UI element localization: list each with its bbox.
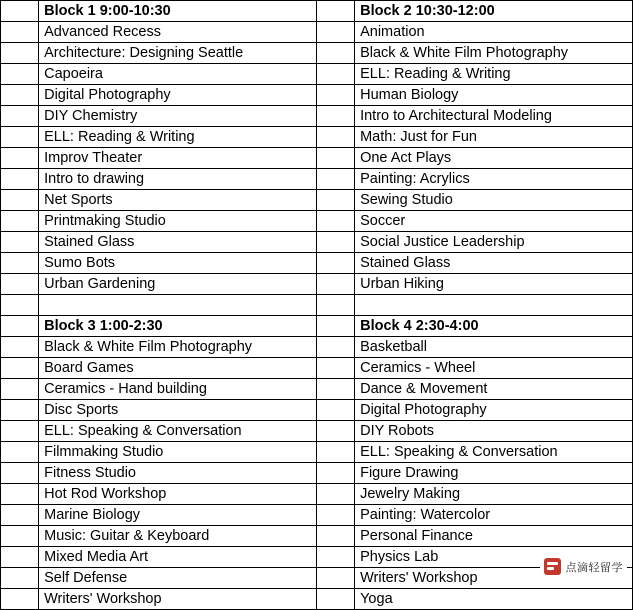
- row-gutter-left: [1, 169, 39, 190]
- row-gutter-middle: [316, 190, 354, 211]
- block-2-course: Soccer: [355, 211, 633, 232]
- row-gutter-middle: [316, 274, 354, 295]
- row-gutter-middle: [316, 106, 354, 127]
- watermark-label: 点滴轻留学: [565, 561, 623, 574]
- row-gutter-middle: [316, 169, 354, 190]
- block-4-course: Dance & Movement: [355, 379, 633, 400]
- row-gutter-middle: [316, 337, 354, 358]
- block-3-course: Writers' Workshop: [39, 589, 317, 610]
- row-gutter-middle: [316, 421, 354, 442]
- row-gutter-left: [1, 421, 39, 442]
- block-4-course: Ceramics - Wheel: [355, 358, 633, 379]
- block-1-course: Advanced Recess: [39, 22, 317, 43]
- table-row: [1, 106, 633, 127]
- row-gutter-left: [1, 337, 39, 358]
- block-1-course: Improv Theater: [39, 148, 317, 169]
- row-gutter-middle: [316, 127, 354, 148]
- table-row: [1, 442, 633, 463]
- row-gutter-middle: [316, 85, 354, 106]
- row-gutter-middle: [316, 295, 354, 316]
- block-2-course: One Act Plays: [355, 148, 633, 169]
- block-2-course: Intro to Architectural Modeling: [355, 106, 633, 127]
- block-3-course: Filmmaking Studio: [39, 442, 317, 463]
- table-row: [1, 358, 633, 379]
- row-gutter-middle: [316, 463, 354, 484]
- row-gutter-middle: [316, 358, 354, 379]
- block-2-course: Math: Just for Fun: [355, 127, 633, 148]
- row-gutter-middle: [316, 547, 354, 568]
- table-row-separator: [1, 295, 633, 316]
- row-gutter-left: [1, 106, 39, 127]
- table-row: [1, 148, 633, 169]
- block-2-course: Sewing Studio: [355, 190, 633, 211]
- row-gutter-left: [1, 295, 39, 316]
- table-row: [1, 190, 633, 211]
- table-row: [1, 169, 633, 190]
- table-row: [1, 43, 633, 64]
- block-1-course: Printmaking Studio: [39, 211, 317, 232]
- row-gutter-left: [1, 463, 39, 484]
- separator-cell: [355, 295, 633, 316]
- row-gutter-middle: [316, 379, 354, 400]
- row-gutter-left: [1, 253, 39, 274]
- table-row: [1, 337, 633, 358]
- table-row: [1, 526, 633, 547]
- row-gutter-middle: [316, 484, 354, 505]
- block-1-course: Capoeira: [39, 64, 317, 85]
- table-row: [1, 505, 633, 526]
- row-gutter-left: [1, 127, 39, 148]
- block-4-course: Writers' Workshop: [355, 568, 633, 589]
- table-row: [1, 589, 633, 610]
- block-4-course: Yoga: [355, 589, 633, 610]
- row-gutter-middle: [316, 148, 354, 169]
- table-row: [1, 253, 633, 274]
- table-row: [1, 1, 633, 22]
- row-gutter-left: [1, 85, 39, 106]
- row-gutter-middle: [316, 568, 354, 589]
- table-row: [1, 400, 633, 421]
- block-1-course: Intro to drawing: [39, 169, 317, 190]
- row-gutter-left: [1, 64, 39, 85]
- table-row: [1, 421, 633, 442]
- block-1-course: Digital Photography: [39, 85, 317, 106]
- block-4-course: ELL: Speaking & Conversation: [355, 442, 633, 463]
- row-gutter-middle: [316, 43, 354, 64]
- block-2-course: Stained Glass: [355, 253, 633, 274]
- table-row: [1, 463, 633, 484]
- row-gutter-middle: [316, 316, 354, 337]
- block-2-title: Block 2 10:30-12:00: [355, 1, 633, 22]
- block-3-course: Marine Biology: [39, 505, 317, 526]
- block-4-course: Figure Drawing: [355, 463, 633, 484]
- row-gutter-left: [1, 400, 39, 421]
- block-3-course: Board Games: [39, 358, 317, 379]
- row-gutter-left: [1, 274, 39, 295]
- block-3-course: Black & White Film Photography: [39, 337, 317, 358]
- table-row: [1, 547, 633, 568]
- row-gutter-left: [1, 232, 39, 253]
- table-row: [1, 211, 633, 232]
- block-3-course: Self Defense: [39, 568, 317, 589]
- table-row: [1, 232, 633, 253]
- row-gutter-left: [1, 505, 39, 526]
- table-row: [1, 274, 633, 295]
- block-2-course: ELL: Reading & Writing: [355, 64, 633, 85]
- row-gutter-left: [1, 211, 39, 232]
- table-row: [1, 316, 633, 337]
- block-4-course: Digital Photography: [355, 400, 633, 421]
- row-gutter-middle: [316, 253, 354, 274]
- table-row: [1, 85, 633, 106]
- block-4-course: Personal Finance: [355, 526, 633, 547]
- row-gutter-middle: [316, 211, 354, 232]
- row-gutter-middle: [316, 22, 354, 43]
- row-gutter-left: [1, 526, 39, 547]
- block-2-course: Animation: [355, 22, 633, 43]
- block-1-course: Architecture: Designing Seattle: [39, 43, 317, 64]
- block-3-course: Hot Rod Workshop: [39, 484, 317, 505]
- block-4-course: Basketball: [355, 337, 633, 358]
- block-1-course: DIY Chemistry: [39, 106, 317, 127]
- block-4-title: Block 4 2:30-4:00: [355, 316, 633, 337]
- row-gutter-middle: [316, 1, 354, 22]
- block-2-course: Urban Hiking: [355, 274, 633, 295]
- separator-cell: [39, 295, 317, 316]
- block-2-course: Human Biology: [355, 85, 633, 106]
- block-3-course: Fitness Studio: [39, 463, 317, 484]
- table-row: [1, 568, 633, 589]
- block-1-course: Stained Glass: [39, 232, 317, 253]
- block-1-title: Block 1 9:00-10:30: [39, 1, 317, 22]
- block-3-course: Mixed Media Art: [39, 547, 317, 568]
- block-3-title: Block 3 1:00-2:30: [39, 316, 317, 337]
- watermark: [540, 556, 628, 577]
- table-row: [1, 64, 633, 85]
- block-4-course: Jewelry Making: [355, 484, 633, 505]
- row-gutter-middle: [316, 505, 354, 526]
- watermark-logo-icon: [544, 558, 561, 575]
- row-gutter-left: [1, 358, 39, 379]
- row-gutter-left: [1, 589, 39, 610]
- block-3-course: ELL: Speaking & Conversation: [39, 421, 317, 442]
- row-gutter-left: [1, 547, 39, 568]
- block-1-course: Urban Gardening: [39, 274, 317, 295]
- block-3-course: Ceramics - Hand building: [39, 379, 317, 400]
- row-gutter-middle: [316, 400, 354, 421]
- table-row: [1, 22, 633, 43]
- row-gutter-left: [1, 22, 39, 43]
- block-2-course: Black & White Film Photography: [355, 43, 633, 64]
- table-row: [1, 484, 633, 505]
- row-gutter-left: [1, 484, 39, 505]
- block-2-course: Painting: Acrylics: [355, 169, 633, 190]
- table-body: [1, 1, 633, 610]
- row-gutter-left: [1, 442, 39, 463]
- block-3-course: Disc Sports: [39, 400, 317, 421]
- table-row: [1, 127, 633, 148]
- row-gutter-left: [1, 190, 39, 211]
- block-1-course: Net Sports: [39, 190, 317, 211]
- block-4-course: Painting: Watercolor: [355, 505, 633, 526]
- block-4-course: Physics Lab: [355, 547, 633, 568]
- block-1-course: Sumo Bots: [39, 253, 317, 274]
- block-2-course: Social Justice Leadership: [355, 232, 633, 253]
- row-gutter-middle: [316, 589, 354, 610]
- row-gutter-left: [1, 1, 39, 22]
- row-gutter-left: [1, 148, 39, 169]
- block-1-course: ELL: Reading & Writing: [39, 127, 317, 148]
- row-gutter-left: [1, 379, 39, 400]
- row-gutter-middle: [316, 64, 354, 85]
- row-gutter-middle: [316, 526, 354, 547]
- row-gutter-left: [1, 568, 39, 589]
- block-4-course: DIY Robots: [355, 421, 633, 442]
- row-gutter-middle: [316, 442, 354, 463]
- row-gutter-middle: [316, 232, 354, 253]
- row-gutter-left: [1, 43, 39, 64]
- table-row: [1, 379, 633, 400]
- row-gutter-left: [1, 316, 39, 337]
- block-3-course: Music: Guitar & Keyboard: [39, 526, 317, 547]
